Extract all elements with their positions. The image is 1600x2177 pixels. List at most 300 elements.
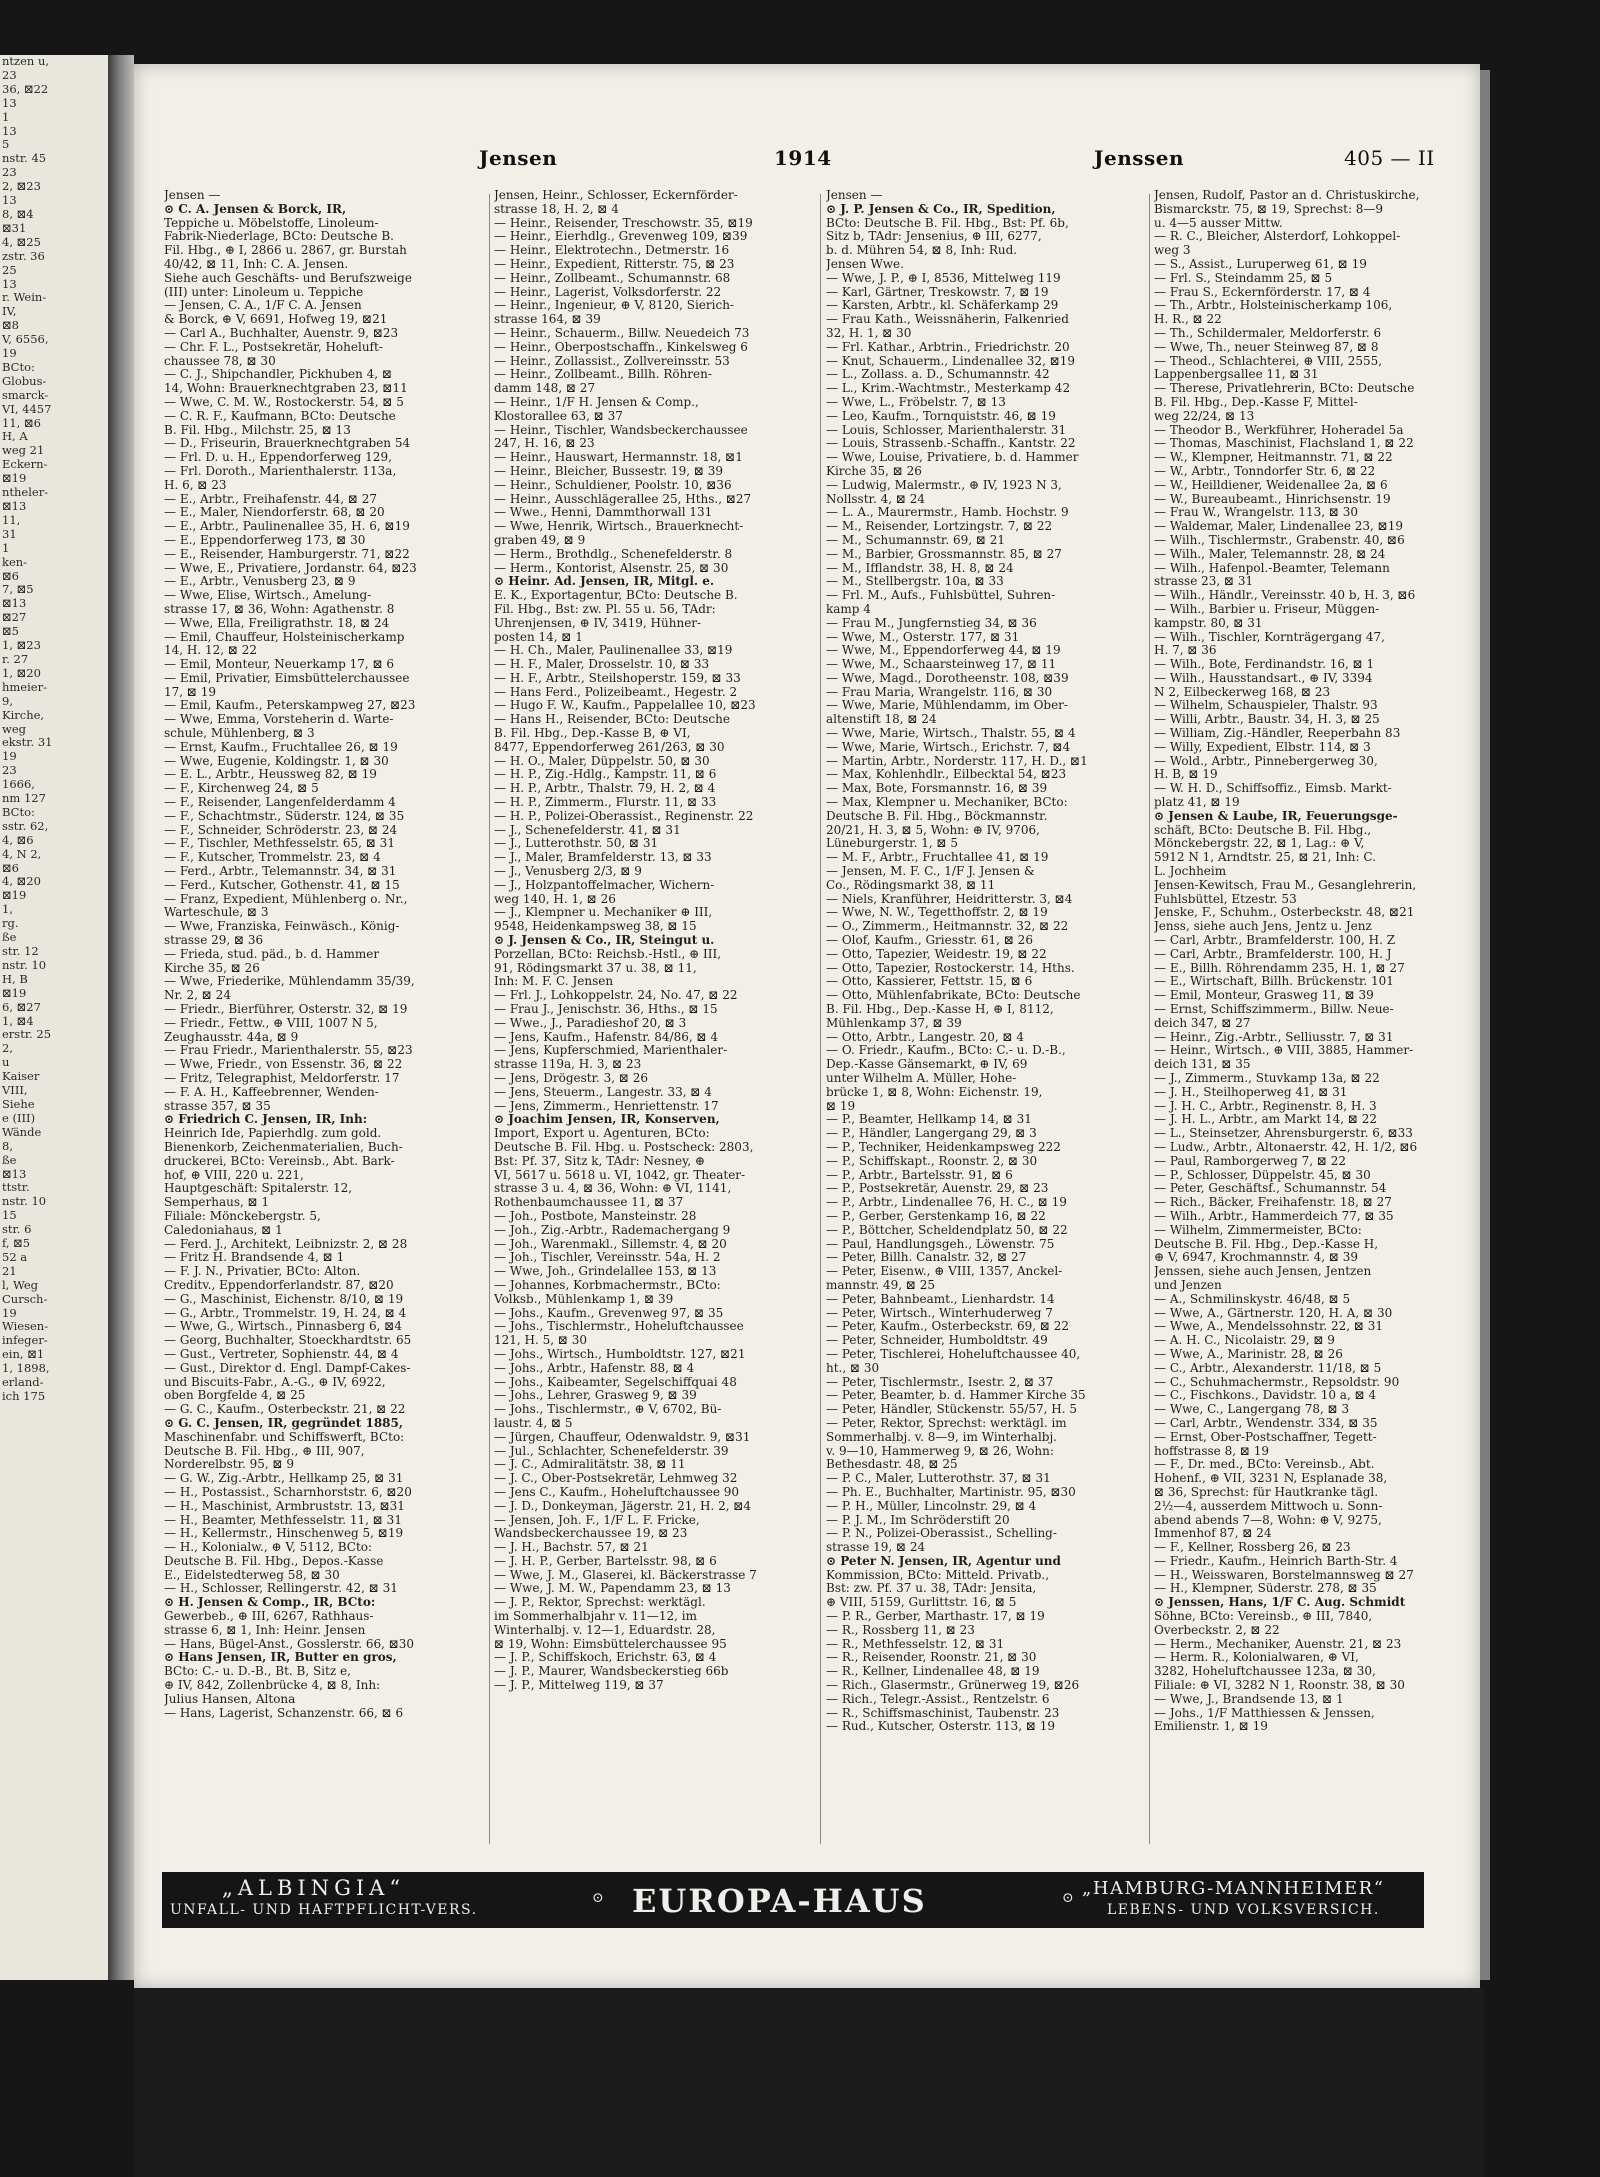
directory-entry-line: schäft, BCto: Deutsche B. Fil. Hbg., xyxy=(1154,823,1372,837)
left-page-fragment: Globus- xyxy=(2,373,47,388)
directory-entry-line: strasse 119a, H. 3, ⊠ 23 xyxy=(494,1058,642,1072)
left-page-fragment: r. Wein- xyxy=(2,290,47,305)
directory-entry-line: — Hans Ferd., Polizeibeamt., Hegestr. 2 xyxy=(494,685,738,699)
directory-entry-line: u. 4—5 ausser Mittw. xyxy=(1154,216,1283,230)
directory-entry-line: — Wwe, C., Langergang 78, ⊠ 3 xyxy=(1154,1403,1350,1417)
left-page-fragment: 19 xyxy=(2,749,17,764)
directory-entry-line: — A., Schmilinskystr. 46/48, ⊠ 5 xyxy=(1154,1292,1351,1306)
left-page-fragment: ⊠19 xyxy=(2,985,27,1000)
left-page-fragment: ⊠13 xyxy=(2,596,27,611)
left-page-fragment: ⊠13 xyxy=(2,499,27,513)
directory-entry-line: — Wwe, C. M. W., Rostockerstr. 54, ⊠ 5 xyxy=(164,395,404,409)
directory-entry-line: weg 140, H. 1, ⊠ 26 xyxy=(494,892,616,906)
directory-entry-line: — Wwe, M., Osterstr. 177, ⊠ 31 xyxy=(826,630,1020,644)
directory-entry-line: — Heinr., Reisender, Treschowstr. 35, ⊠19 xyxy=(494,216,753,230)
directory-entry-line: — J., Venusberg 2/3, ⊠ 9 xyxy=(494,865,642,879)
directory-entry-line: 5912 N 1, Arndtstr. 25, ⊠ 21, Inh: C. xyxy=(1154,851,1376,865)
left-page-fragment: 4, ⊠25 xyxy=(2,234,41,249)
scan-bottom xyxy=(134,1988,1484,2177)
directory-entry-line: — P., Postsekretär, Auenstr. 29, ⊠ 23 xyxy=(826,1182,1049,1196)
column-rule xyxy=(1149,194,1150,1844)
directory-entry-line: — D., Friseurin, Brauerknechtgraben 54 xyxy=(164,437,411,451)
left-page-fragment: ⊠8 xyxy=(2,318,19,333)
directory-entry-line: — M., Stellbergstr. 10a, ⊠ 33 xyxy=(826,575,1004,589)
directory-entry-line: — Knut, Schauerm., Lindenallee 32, ⊠19 xyxy=(826,354,1076,368)
directory-entry-line: — H., Maschinist, Armbruststr. 13, ⊠31 xyxy=(164,1499,405,1513)
directory-entry-line: — Johs., Kaufm., Grevenweg 97, ⊠ 35 xyxy=(494,1306,724,1320)
directory-entry-line: strasse 19, ⊠ 24 xyxy=(826,1541,926,1555)
directory-entry-line: Fil. Hbg., ⊕ I, 2866 u. 2867, gr. Burstah xyxy=(164,244,407,258)
directory-entry-line: — Wwe, Th., neuer Steinweg 87, ⊠ 8 xyxy=(1154,340,1379,354)
advert-separator-icon: ⊙ xyxy=(1062,1890,1076,1906)
directory-entry-line: — Wwe, J. M., Glaserei, kl. Bäckerstrasse 7 xyxy=(494,1568,757,1582)
directory-entry-line: — Th., Arbtr., Holsteinischerkamp 106, xyxy=(1154,299,1393,313)
directory-entry-line: — Carl, Arbtr., Wendenstr. 334, ⊠ 35 xyxy=(1154,1416,1378,1430)
directory-entry-line: Deutsche B. Fil. Hbg., Depos.-Kasse xyxy=(164,1554,384,1568)
directory-entry-line: Kommission, BCto: Mitteld. Privatb., xyxy=(826,1568,1050,1582)
directory-entry-line: — Wwe, Ella, Freiligrathstr. 18, ⊠ 24 xyxy=(164,616,390,630)
left-page-fragment: nstr. 10 xyxy=(2,957,47,972)
directory-entry-line: — Frl. Kathar., Arbtrin., Friedrichstr. 20 xyxy=(826,340,1070,354)
directory-entry-line: — Karsten, Arbtr., kl. Schäferkamp 29 xyxy=(826,299,1059,313)
directory-entry-line: — Frau Friedr., Marienthalerstr. 55, ⊠23 xyxy=(164,1044,413,1058)
directory-entry-line: — Wwe, J. M. W., Papendamm 23, ⊠ 13 xyxy=(494,1582,731,1596)
directory-entry-line: — Wwe, M., Eppendorferweg 44, ⊠ 19 xyxy=(826,644,1061,658)
directory-entry-line: 2½—4, ausserdem Mittwoch u. Sonn- xyxy=(1154,1499,1383,1513)
directory-entry-line: Fuhlsbüttel, Etzestr. 53 xyxy=(1154,892,1297,906)
directory-entry-line: — Wilh., Hafenpol.-Beamter, Telemann xyxy=(1154,561,1390,575)
directory-entry-line: — Peter, Beamter, b. d. Hammer Kirche 35 xyxy=(826,1389,1086,1403)
column-1 xyxy=(164,189,464,1849)
directory-entry-line: — Heinr., Schauerm., Billw. Neuedeich 73 xyxy=(494,326,750,340)
directory-entry-line: — Wwe, Friederike, Mühlendamm 35/39, xyxy=(164,975,415,989)
directory-entry-line: — Johannes, Korbmachermstr., BCto: xyxy=(494,1278,721,1292)
directory-entry-line: — Johs., Tischlermstr., Hoheluftchaussee xyxy=(494,1320,744,1334)
directory-entry-line: — Th., Schildermaler, Meldorferstr. 6 xyxy=(1154,326,1382,340)
directory-entry-line: — Heinr., Ausschlägerallee 25, Hths., ⊠27 xyxy=(494,492,752,506)
directory-entry-line: schule, Mühlenberg, ⊠ 3 xyxy=(164,727,315,741)
directory-entry-line: — Ferd. J., Architekt, Leibnizstr. 2, ⊠ 28 xyxy=(164,1237,408,1251)
directory-entry-line: — P., Arbtr., Bartelsstr. 91, ⊠ 6 xyxy=(826,1168,1013,1182)
directory-entry-line: Jenss, siehe auch Jens, Jentz u. Jenz xyxy=(1154,920,1372,934)
left-page-fragment: 52 a xyxy=(2,1249,28,1264)
directory-entry-line: — Rud., Kutscher, Osterstr. 113, ⊠ 19 xyxy=(826,1720,1056,1734)
firm-entry-line: ⊙ Hans Jensen, IR, Butter en gros, xyxy=(164,1651,397,1665)
directory-entry-line: — Wwe, J. P., ⊕ I, 8536, Mittelweg 119 xyxy=(826,271,1061,285)
directory-entry-line: Mühlenkamp 37, ⊠ 39 xyxy=(826,1016,962,1030)
directory-entry-line: — Peter, Billh. Canalstr. 32, ⊠ 27 xyxy=(826,1251,1027,1265)
directory-entry-line: — Frl. S., Steindamm 25, ⊠ 5 xyxy=(1154,271,1333,285)
directory-entry-line: — Frau Maria, Wrangelstr. 116, ⊠ 30 xyxy=(826,685,1053,699)
directory-entry-line: — Ludwig, Malermstr., ⊕ IV, 1923 N 3, xyxy=(826,478,1062,492)
directory-entry-line: — Johs., Wirtsch., Humboldtstr. 127, ⊠21 xyxy=(494,1347,746,1361)
directory-entry-line: — Wwe, Marie, Mühlendamm, im Ober- xyxy=(826,699,1068,713)
directory-entry-line: — Wilh., Arbtr., Hammerdeich 77, ⊠ 35 xyxy=(1154,1209,1394,1223)
left-page-fragment: nm 127 xyxy=(2,791,46,806)
directory-entry-line: L. Jochheim xyxy=(1154,865,1227,879)
directory-entry-line: — P. H., Müller, Lincolnstr. 29, ⊠ 4 xyxy=(826,1499,1037,1513)
directory-entry-line: Kirche 35, ⊠ 26 xyxy=(826,464,922,478)
directory-entry-line: ⊕ VIII, 5159, Gurlittstr. 16, ⊠ 5 xyxy=(826,1596,1017,1610)
directory-entry-line: Norderelbstr. 95, ⊠ 9 xyxy=(164,1458,295,1472)
directory-entry-line: — J., Holzpantoffelmacher, Wichern- xyxy=(494,878,715,892)
directory-entry-line: — H., Kolonialw., ⊕ V, 5112, BCto: xyxy=(164,1541,373,1555)
advert-albingia: „ALBINGIA“ xyxy=(222,1876,406,1900)
directory-entry-line: — A. H. C., Nicolaistr. 29, ⊠ 9 xyxy=(1154,1334,1335,1348)
directory-entry-line: — Martin, Arbtr., Norderstr. 117, H. D., ⊠1 xyxy=(826,754,1088,768)
directory-entry-line: — Hans H., Reisender, BCto: Deutsche xyxy=(494,713,730,727)
left-page-fragment: 1, xyxy=(2,902,13,917)
directory-entry-line: — Max, Kohlenhdlr., Eilbecktal 54, ⊠23 xyxy=(826,768,1067,782)
left-page-fragment: 11, xyxy=(2,512,21,527)
directory-entry-line: — R., Reisender, Roonstr. 21, ⊠ 30 xyxy=(826,1651,1037,1665)
directory-columns xyxy=(164,189,1470,1959)
directory-entry-line: — Joh., Tischler, Vereinsstr. 54a, H. 2 xyxy=(494,1251,721,1265)
directory-entry-line: Jensen, Rudolf, Pastor an d. Christuskirche, xyxy=(1154,189,1420,202)
directory-entry-line: 14, Wohn: Brauerknechtgraben 23, ⊠11 xyxy=(164,382,408,396)
column-rule xyxy=(489,194,490,1844)
directory-entry-line: — Wwe, Magd., Dorotheenstr. 108, ⊠39 xyxy=(826,671,1069,685)
directory-entry-line: — P., Schiffskapt., Roonstr. 2, ⊠ 30 xyxy=(826,1154,1038,1168)
directory-entry-line: — Frl. M., Aufs., Fuhlsbüttel, Suhren- xyxy=(826,589,1056,603)
directory-entry-line: — Heinr., Ingenieur, ⊕ V, 8120, Sierich- xyxy=(494,299,734,313)
directory-entry-line: — M., Ifflandstr. 38, H. 8, ⊠ 24 xyxy=(826,561,1014,575)
directory-entry-line: Jenske, F., Schuhm., Osterbeckstr. 48, ⊠21 xyxy=(1154,906,1415,920)
directory-entry-line: und Biscuits-Fabr., A.-G., ⊕ IV, 6922, xyxy=(164,1375,386,1389)
directory-entry-line: N 2, Eilbeckerweg 168, ⊠ 23 xyxy=(1154,685,1331,699)
directory-entry-line: und Jenzen xyxy=(1154,1278,1222,1292)
directory-entry-line: — Peter, Händler, Stückenstr. 55/57, H. 5 xyxy=(826,1403,1077,1417)
directory-entry-line: — F., Dr. med., BCto: Vereinsb., Abt. xyxy=(1154,1458,1375,1472)
directory-entry-line: — Thomas, Maschinist, Flachsland 1, ⊠ 22 xyxy=(1154,437,1414,451)
directory-entry-line: — Joh., Postbote, Mansteinstr. 28 xyxy=(494,1209,697,1223)
directory-entry-line: — O. Friedr., Kaufm., BCto: C.- u. D.-B., xyxy=(826,1044,1066,1058)
directory-entry-line: — J. H. C., Arbtr., Reginenstr. 8, H. 3 xyxy=(1154,1099,1377,1113)
directory-entry-line: — Carl, Arbtr., Bramfelderstr. 100, H. Z xyxy=(1154,934,1396,948)
directory-entry-line: — Johs., Kaibeamter, Segelschiffquai 48 xyxy=(494,1375,737,1389)
left-page-fragment: 19 xyxy=(2,1305,17,1320)
directory-entry-line: — Carl, Arbtr., Bramfelderstr. 100, H. J xyxy=(1154,947,1392,961)
directory-entry-line: — C., Fischkons., Davidstr. 10 a, ⊠ 4 xyxy=(1154,1389,1377,1403)
directory-entry-line: — Peter, Geschäftsf., Schumannstr. 54 xyxy=(1154,1182,1387,1196)
directory-entry-line: — E., Maler, Niendorferstr. 68, ⊠ 20 xyxy=(164,506,385,520)
directory-entry-line: strasse 17, ⊠ 36, Wohn: Agathenstr. 8 xyxy=(164,602,395,616)
book-gutter xyxy=(108,55,134,1980)
left-page-fragment: r. 27 xyxy=(2,651,29,666)
left-page-fragment: hmeier- xyxy=(2,679,47,694)
directory-entry-line: — J. H., Steilhoperweg 41, ⊠ 31 xyxy=(1154,1085,1348,1099)
left-page-fragment: 25 xyxy=(2,262,17,277)
directory-entry-line: Maschinenfabr. und Schiffswerft, BCto: xyxy=(164,1430,405,1444)
directory-entry-line: — M., Barbier, Grossmannstr. 85, ⊠ 27 xyxy=(826,547,1062,561)
directory-entry-line: — Otto, Kassierer, Fettstr. 15, ⊠ 6 xyxy=(826,975,1033,989)
directory-entry-line: — P. C., Maler, Lutterothstr. 37, ⊠ 31 xyxy=(826,1472,1051,1486)
directory-entry-line: — W., Bureaubeamt., Hinrichsenstr. 19 xyxy=(1154,492,1391,506)
left-page-fragment: erland- xyxy=(2,1375,44,1390)
left-page-fragment: VI, 4457 xyxy=(2,401,52,416)
directory-entry-line: unter Wilhelm A. Müller, Hohe- xyxy=(826,1072,1017,1085)
left-page-fragment: 23 xyxy=(2,67,17,82)
directory-entry-line: — Ferd., Kutscher, Gothenstr. 41, ⊠ 15 xyxy=(164,878,400,892)
directory-entry-line: ht., ⊠ 30 xyxy=(826,1361,880,1375)
directory-entry-line: (III) unter: Linoleum u. Teppiche xyxy=(164,285,364,299)
directory-entry-line: — S., Assist., Luruperweg 61, ⊠ 19 xyxy=(1154,257,1367,271)
directory-entry-line: Bienenkorb, Zeichenmaterialien, Buch- xyxy=(164,1140,403,1154)
directory-entry-line: brücke 1, ⊠ 8, Wohn: Eichenstr. 19, xyxy=(826,1085,1043,1099)
directory-entry-line: Jensen, Heinr., Schlosser, Eckernförder- xyxy=(494,189,738,202)
directory-entry-line: — F. J. N., Privatier, BCto: Alton. xyxy=(164,1265,361,1279)
page-number: 405 — II xyxy=(1344,146,1435,170)
firm-entry-line: ⊙ Heinr. Ad. Jensen, IR, Mitgl. e. xyxy=(494,575,715,589)
directory-entry-line: — Paul, Ramborgerweg 7, ⊠ 22 xyxy=(1154,1154,1346,1168)
directory-entry-line: — Wwe, N. W., Tegetthoffstr. 2, ⊠ 19 xyxy=(826,906,1048,920)
directory-entry-line: — Emil, Chauffeur, Holsteinischerkamp xyxy=(164,630,405,644)
directory-entry-line: — Jens C., Kaufm., Hoheluftchaussee 90 xyxy=(494,1485,740,1499)
directory-entry-line: — Heinr., Zollassist., Zollvereinsstr. 53 xyxy=(494,354,730,368)
directory-entry-line: Lüneburgerstr. 1, ⊠ 5 xyxy=(826,837,958,851)
directory-entry-line: — Peter, Wirtsch., Winterhuderweg 7 xyxy=(826,1306,1053,1320)
column-2 xyxy=(494,189,794,1849)
directory-entry-line: 20/21, H. 3, ⊠ 5, Wohn: ⊕ IV, 9706, xyxy=(826,823,1040,837)
header-left-word: Jensen xyxy=(479,146,558,170)
directory-entry-line: — P., Gerber, Gerstenkamp 16, ⊠ 22 xyxy=(826,1209,1046,1223)
left-page-fragment: 36, ⊠22 xyxy=(2,81,49,96)
directory-entry-line: — P. R., Gerber, Marthastr. 17, ⊠ 19 xyxy=(826,1610,1045,1624)
directory-entry-line: — E., Arbtr., Venusberg 23, ⊠ 9 xyxy=(164,575,356,589)
directory-entry-line: — G., Arbtr., Trommelstr. 19, H. 24, ⊠ 4 xyxy=(164,1306,407,1320)
directory-entry-line: — Wwe, Louise, Privatiere, b. d. Hammer xyxy=(826,451,1079,465)
directory-entry-line: — Frau Kath., Weissnäherin, Falkenried xyxy=(826,313,1069,327)
directory-entry-line: — E., Billh. Röhrendamm 235, H. 1, ⊠ 27 xyxy=(1154,961,1405,975)
directory-entry-line: — F., Reisender, Langenfelderdamm 4 xyxy=(164,796,396,810)
left-page-fragment: 1 xyxy=(2,109,10,124)
directory-entry-line: 3282, Hoheluftchaussee 123a, ⊠ 30, xyxy=(1154,1665,1376,1679)
directory-entry-line: H. B, ⊠ 19 xyxy=(1154,768,1218,782)
left-page-fragment: 1666, xyxy=(2,777,35,792)
column-3 xyxy=(826,189,1126,1849)
directory-entry-line: — E., Arbtr., Freihafenstr. 44, ⊠ 27 xyxy=(164,492,378,506)
directory-entry-line: — H. P., Arbtr., Thalstr. 79, H. 2, ⊠ 4 xyxy=(494,782,716,796)
directory-entry-line: Porzellan, BCto: Reichsb.-Hstl., ⊕ III, xyxy=(494,947,722,961)
directory-entry-line: — J. H. L., Arbtr., am Markt 14, ⊠ 22 xyxy=(1154,1113,1378,1127)
directory-entry-line: — Heinr., Zig.-Arbtr., Selliusstr. 7, ⊠ 31 xyxy=(1154,1030,1394,1044)
directory-entry-line: — Johs., 1/F Matthiessen & Jenssen, xyxy=(1154,1706,1375,1720)
directory-entry-line: — H. P., Polizei-Oberassist., Reginenstr. 22 xyxy=(494,809,754,823)
directory-entry-line: — Jens, Steuerm., Langestr. 33, ⊠ 4 xyxy=(494,1085,712,1099)
directory-entry-line: Heinrich Ide, Papierhdlg. zum gold. xyxy=(164,1127,382,1141)
left-page-fragment: ße xyxy=(2,930,17,945)
left-page-fragment: 23 xyxy=(2,763,17,778)
firm-entry-line: ⊙ Peter N. Jensen, IR, Agentur und xyxy=(826,1554,1061,1568)
directory-entry-line: H. 6, ⊠ 23 xyxy=(164,478,227,492)
left-page-fragment: 11, ⊠6 xyxy=(2,415,41,430)
directory-entry-line: — Ludw., Arbtr., Altonaerstr. 42, H. 1/2, ⊠6 xyxy=(1154,1140,1418,1154)
directory-entry-line: — R., Kellner, Lindenallee 48, ⊠ 19 xyxy=(826,1665,1040,1679)
directory-entry-line: — Wwe, M., Schaarsteinweg 17, ⊠ 11 xyxy=(826,658,1057,672)
directory-entry-line: Caledoniahaus, ⊠ 1 xyxy=(164,1223,283,1237)
directory-entry-line: — Jul., Schlachter, Schenefelderstr. 39 xyxy=(494,1444,729,1458)
directory-entry-line: BCto: C.- u. D.-B., Bt. B, Sitz e, xyxy=(164,1665,351,1679)
directory-entry-line: — Herm., Brothdlg., Schenefelderstr. 8 xyxy=(494,547,733,561)
directory-entry-line: Lappenbergsallee 11, ⊠ 31 xyxy=(1154,368,1319,382)
directory-entry-line: — Wwe, Friedr., von Essenstr. 36, ⊠ 22 xyxy=(164,1058,403,1072)
left-page-fragment: 13 xyxy=(2,123,17,138)
directory-entry-line: — P. N., Polizei-Oberassist., Schelling- xyxy=(826,1527,1057,1541)
directory-entry-line: — M., Reisender, Lortzingstr. 7, ⊠ 22 xyxy=(826,520,1053,534)
directory-entry-line: — William, Zig.-Händler, Reeperbahn 83 xyxy=(1154,727,1401,741)
directory-entry-line: — Frl. J., Lohkoppelstr. 24, No. 47, ⊠ 22 xyxy=(494,989,738,1003)
directory-entry-line: — Ernst, Kaufm., Fruchtallee 26, ⊠ 19 xyxy=(164,740,398,754)
directory-entry-line: — Wilh., Händlr., Vereinsstr. 40 b, H. 3, ⊠6 xyxy=(1154,589,1416,603)
left-page-fragment: u xyxy=(2,1055,10,1070)
directory-entry-line: — L., Krim.-Wachtmstr., Mesterkamp 42 xyxy=(826,382,1071,396)
directory-entry-line: — W. H. D., Schiffsoffiz., Eimsb. Markt- xyxy=(1154,782,1392,796)
directory-entry-line: — Joh., Zig.-Arbtr., Rademachergang 9 xyxy=(494,1223,731,1237)
directory-entry-line: Nr. 2, ⊠ 24 xyxy=(164,989,231,1003)
directory-entry-line: — Wwe, A., Gärtnerstr. 120, H. A, ⊠ 30 xyxy=(1154,1306,1393,1320)
left-page-fragment: 2, ⊠23 xyxy=(2,179,41,194)
left-page-fragment: ⊠13 xyxy=(2,1166,27,1181)
directory-entry-line: — Peter, Tischlermstr., Isestr. 2, ⊠ 37 xyxy=(826,1375,1054,1389)
directory-entry-line: — H. F., Arbtr., Steilshoperstr. 159, ⊠ 33 xyxy=(494,671,741,685)
directory-entry-line: deich 131, ⊠ 35 xyxy=(1154,1058,1251,1072)
directory-entry-line: graben 49, ⊠ 9 xyxy=(494,533,586,547)
header-year: 1914 xyxy=(774,146,832,170)
directory-entry-line: — Heinr., Oberpostschaffn., Kinkelsweg 6 xyxy=(494,340,748,354)
directory-entry-line: — Heinr., Tischler, Wandsbeckerchaussee xyxy=(494,423,748,437)
directory-entry-line: — Ernst, Schiffszimmerm., Billw. Neue- xyxy=(1154,1003,1394,1017)
directory-entry-line: Nollsstr. 4, ⊠ 24 xyxy=(826,492,925,506)
directory-entry-line: — Carl A., Buchhalter, Auenstr. 9, ⊠23 xyxy=(164,326,399,340)
directory-entry-line: — Wwe, Henrik, Wirtsch., Brauerknecht- xyxy=(494,520,744,534)
directory-entry-line: — Niels, Kranführer, Heidritterstr. 3, ⊠4 xyxy=(826,892,1073,906)
left-page-fragment: VIII, xyxy=(2,1083,28,1098)
directory-entry-line: — Joh., Warenmakl., Sillemstr. 4, ⊠ 20 xyxy=(494,1237,727,1251)
directory-entry-line: — Peter, Bahnbeamt., Lienhardstr. 14 xyxy=(826,1292,1055,1306)
directory-entry-line: — P., Arbtr., Lindenallee 76, H. C., ⊠ 19 xyxy=(826,1196,1067,1210)
advert-separator-icon: ⊙ xyxy=(592,1890,606,1906)
left-page-fragment: ⊠6 xyxy=(2,860,19,875)
directory-entry-line: — Georg, Buchhalter, Stoeckhardtstr. 65 xyxy=(164,1334,412,1348)
directory-entry-line: oben Borgfelde 4, ⊠ 25 xyxy=(164,1389,306,1403)
left-page-fragment: 4, ⊠20 xyxy=(2,874,41,889)
directory-entry-line: — Wilh., Barbier u. Friseur, Müggen- xyxy=(1154,602,1380,616)
directory-entry-line: — E., Arbtr., Paulinenallee 35, H. 6, ⊠19 xyxy=(164,520,410,534)
directory-entry-line: Fabrik-Niederlage, BCto: Deutsche B. xyxy=(164,230,394,244)
directory-entry-line: — Otto, Arbtr., Langestr. 20, ⊠ 4 xyxy=(826,1030,1024,1044)
directory-entry-line: — Otto, Mühlenfabrikate, BCto: Deutsche xyxy=(826,989,1081,1003)
advert-hamburg-mannheimer: „HAMBURG-MANNHEIMER“ xyxy=(1082,1878,1385,1899)
advert-albingia-subtitle: UNFALL- UND HAFTPFLICHT-VERS. xyxy=(170,1902,478,1918)
directory-entry-line: — Emil, Monteur, Grasweg 11, ⊠ 39 xyxy=(1154,989,1374,1003)
directory-entry-line: BCto: Deutsche B. Fil. Hbg., Bst: Pf. 6b, xyxy=(826,216,1069,230)
directory-entry-line: — Wilh., Bote, Ferdinandstr. 16, ⊠ 1 xyxy=(1154,658,1375,672)
directory-entry-line: 91, Rödingsmarkt 37 u. 38, ⊠ 11, xyxy=(494,961,697,975)
left-page-fragment: 4, ⊠6 xyxy=(2,832,34,847)
left-page-fragment: 13 xyxy=(2,95,17,110)
directory-entry-line: — Jens, Kupferschmied, Marienthaler- xyxy=(494,1044,728,1058)
directory-entry-line: — Emil, Kaufm., Peterskampweg 27, ⊠23 xyxy=(164,699,416,713)
directory-entry-line: — Wwe, Emma, Vorsteherin d. Warte- xyxy=(164,713,394,727)
directory-entry-line: — Wilh., Maler, Telemannstr. 28, ⊠ 24 xyxy=(1154,547,1386,561)
left-page-fragment: ⊠19 xyxy=(2,471,27,486)
directory-entry-line: — C. R. F., Kaufmann, BCto: Deutsche xyxy=(164,409,396,423)
directory-entry-line: Gewerbeb., ⊕ III, 6267, Rathhaus- xyxy=(164,1610,374,1624)
directory-entry-line: — Peter, Rektor, Sprechst: werktägl. im xyxy=(826,1416,1067,1430)
directory-entry-line: — J. H. P., Gerber, Bartelsstr. 98, ⊠ 6 xyxy=(494,1554,717,1568)
directory-entry-line: 40/42, ⊠ 11, Inh: C. A. Jensen. xyxy=(164,257,349,271)
directory-entry-line: — Johs., Arbtr., Hafenstr. 88, ⊠ 4 xyxy=(494,1361,695,1375)
left-page-fragment: nstr. 45 xyxy=(2,151,47,166)
directory-entry-line: — Rich., Telegr.-Assist., Rentzelstr. 6 xyxy=(826,1692,1050,1706)
directory-entry-line: — Heinr., Hauswart, Hermannstr. 18, ⊠1 xyxy=(494,451,743,465)
directory-entry-line: — Wwe, Marie, Wirtsch., Thalstr. 55, ⊠ 4 xyxy=(826,727,1076,741)
directory-entry-line: — Jens, Kaufm., Hafenstr. 84/86, ⊠ 4 xyxy=(494,1030,718,1044)
directory-entry-line: strasse 29, ⊠ 36 xyxy=(164,934,264,948)
directory-entry-line: — G. C., Kaufm., Osterbeckstr. 21, ⊠ 22 xyxy=(164,1403,406,1417)
running-header xyxy=(134,146,1480,182)
directory-entry-line: — H., Postassist., Scharnhorststr. 6, ⊠20 xyxy=(164,1485,412,1499)
directory-entry-line: — Willy, Expedient, Elbstr. 114, ⊠ 3 xyxy=(1154,740,1371,754)
directory-entry-line: 14, H. 12, ⊠ 22 xyxy=(164,644,258,658)
directory-entry-line: posten 14, ⊠ 1 xyxy=(494,630,583,644)
directory-entry-line: — Gust., Vertreter, Sophienstr. 44, ⊠ 4 xyxy=(164,1347,399,1361)
directory-entry-line: Julius Hansen, Altona xyxy=(164,1692,296,1706)
left-page-fragment: 19 xyxy=(2,346,17,361)
directory-entry-line: — W., Klempner, Heitmannstr. 71, ⊠ 22 xyxy=(1154,451,1393,465)
firm-entry-line: ⊙ Jensen & Laube, IR, Feuerungsge- xyxy=(1154,809,1398,823)
directory-entry-line: Sommerhalbj. v. 8—9, im Winterhalbj. xyxy=(826,1430,1057,1444)
directory-entry-line: — Heinr., Lagerist, Volksdorferstr. 22 xyxy=(494,285,722,299)
directory-entry-line: Jenssen, siehe auch Jensen, Jentzen xyxy=(1154,1265,1372,1279)
left-page-fragment: 1 xyxy=(2,540,10,555)
directory-entry-line: strasse 357, ⊠ 35 xyxy=(164,1099,271,1113)
directory-entry-line: — Olof, Kaufm., Griesstr. 61, ⊠ 26 xyxy=(826,934,1033,948)
directory-entry-line: — Wwe, A., Mendelssohnstr. 22, ⊠ 31 xyxy=(1154,1320,1384,1334)
directory-entry-line: — Wwe, G., Wirtsch., Pinnasberg 6, ⊠4 xyxy=(164,1320,402,1334)
left-page-fragment: str. 12 xyxy=(2,944,39,958)
directory-entry-line: VI, 5617 u. 5618 u. VI, 1042, gr. Theater- xyxy=(494,1168,746,1182)
left-page-fragment: Kaiser xyxy=(2,1069,40,1084)
directory-entry-line: — F., Schneider, Schröderstr. 23, ⊠ 24 xyxy=(164,823,398,837)
directory-entry-line: druckerei, BCto: Vereinsb., Abt. Bark- xyxy=(164,1154,395,1168)
directory-entry-line: Jensen — xyxy=(826,189,883,202)
directory-entry-line: Warteschule, ⊠ 3 xyxy=(164,906,269,920)
directory-entry-line: — C., Arbtr., Alexanderstr. 11/18, ⊠ 5 xyxy=(1154,1361,1382,1375)
directory-entry-line: — Wwe, L., Fröbelstr. 7, ⊠ 13 xyxy=(826,395,1006,409)
directory-entry-line: 247, H. 16, ⊠ 23 xyxy=(494,437,595,451)
directory-entry-line: — Frl. D. u. H., Eppendorferweg 129, xyxy=(164,451,392,465)
directory-entry-line: — Heinr., Zollbeamt., Schumannstr. 68 xyxy=(494,271,731,285)
directory-entry-line: — Rich., Bäcker, Freihafenstr. 18, ⊠ 27 xyxy=(1154,1196,1392,1210)
firm-entry-line: ⊙ Jenssen, Hans, 1/F C. Aug. Schmidt xyxy=(1154,1596,1406,1610)
left-page-fragment: 9, xyxy=(2,693,13,708)
directory-entry-line: — F., Kellner, Rossberg 26, ⊠ 23 xyxy=(1154,1541,1351,1555)
left-page-fragment: 1, ⊠23 xyxy=(2,638,41,653)
left-page-fragment: l, Weg xyxy=(2,1277,39,1292)
directory-entry-line: Jensen-Kewitsch, Frau M., Gesanglehrerin, xyxy=(1154,878,1417,892)
directory-entry-line: — Friedr., Kaufm., Heinrich Barth-Str. 4 xyxy=(1154,1554,1398,1568)
directory-entry-line: kamp 4 xyxy=(826,602,871,616)
directory-entry-line: Teppiche u. Möbelstoffe, Linoleum- xyxy=(164,216,379,230)
left-page-fragment: e (III) xyxy=(2,1110,36,1125)
directory-entry-line: H. 7, ⊠ 36 xyxy=(1154,644,1217,658)
directory-entry-line: — J. C., Ober-Postsekretär, Lehmweg 32 xyxy=(494,1472,738,1486)
left-page-fragment: ntzen u, xyxy=(2,55,50,68)
directory-entry-line: Sitz b, TAdr: Jensenius, ⊕ III, 6277, xyxy=(826,230,1042,244)
directory-entry-line: — Herm., Kontorist, Alsenstr. 25, ⊠ 30 xyxy=(494,561,729,575)
directory-entry-line: — Wold., Arbtr., Pinnebergerweg 30, xyxy=(1154,754,1378,768)
